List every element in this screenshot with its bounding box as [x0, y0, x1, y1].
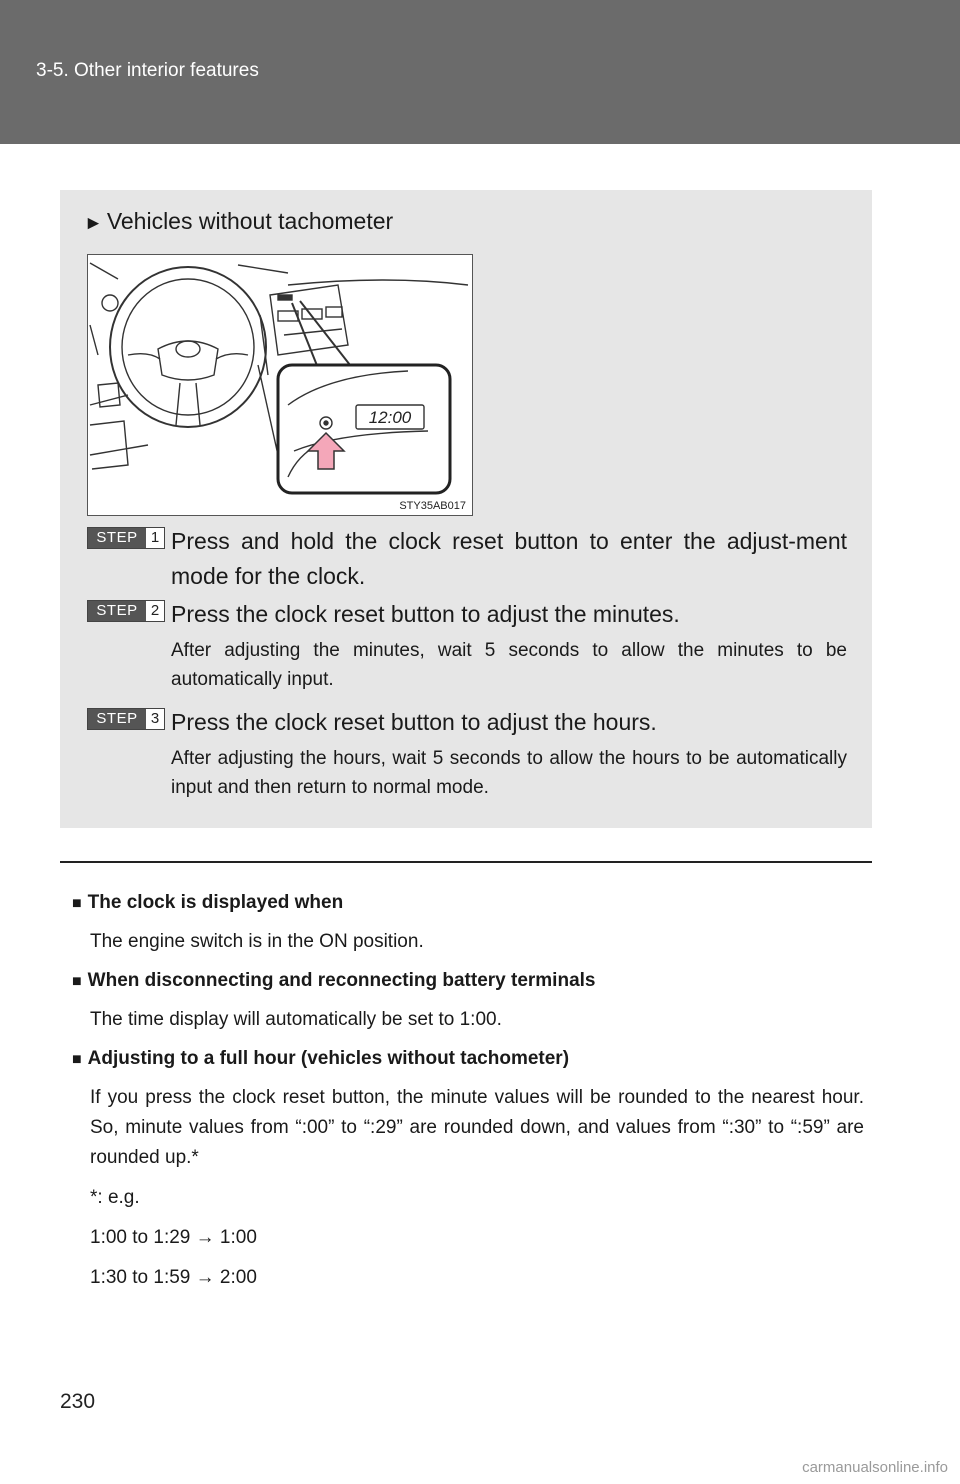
info-text: *: e.g.	[90, 1187, 140, 1208]
page-header	[0, 0, 960, 144]
info-heading: ■ The clock is displayed when	[72, 892, 344, 913]
info-text: If you press the clock reset button, the minute values will be rounded to the nearest hour. So, minute values from “:00” to “:29” are rounded down, and values from “:30” to “:59” are rounded up.*	[90, 1087, 864, 1168]
illustration-code: STY35AB017	[399, 500, 466, 512]
step-badge: STEP 1	[87, 527, 165, 549]
info-text: The engine switch is in the ON position.	[90, 931, 424, 952]
step-2	[87, 597, 847, 694]
step-text: Press the clock reset button to adjust the minutes.	[171, 601, 680, 627]
variant-heading	[84, 208, 393, 235]
step-text: Press and hold the clock reset button to enter the adjust-ment mode for the clock.	[171, 528, 847, 589]
info-full-hour	[72, 1046, 864, 1293]
info-text: The time display will automatically be set to 1:00.	[90, 1009, 502, 1030]
page-number: 230	[60, 1390, 96, 1413]
section-title: 3-5. Other interior features	[36, 60, 259, 81]
step-3	[87, 705, 847, 802]
info-heading: ■ Adjusting to a full hour (vehicles without tachometer)	[72, 1048, 570, 1069]
step-note: After adjusting the minutes, wait 5 seconds to allow the minutes to be automatically input.	[171, 640, 847, 690]
dashboard-illustration	[87, 254, 473, 516]
triangle-marker-icon: ►	[84, 213, 103, 234]
section-divider	[60, 861, 872, 863]
step-text: Press the clock reset button to adjust the hours.	[171, 709, 657, 735]
procedure-panel	[60, 190, 872, 828]
square-bullet-icon: ■	[72, 895, 82, 912]
info-heading: ■ When disconnecting and reconnecting battery terminals	[72, 970, 596, 991]
square-bullet-icon: ■	[72, 973, 82, 990]
info-clock-displayed	[72, 890, 864, 957]
square-bullet-icon: ■	[72, 1051, 82, 1068]
variant-title: Vehicles without tachometer	[106, 208, 394, 234]
step-1	[87, 524, 847, 594]
watermark: carmanualsonline.info	[802, 1459, 948, 1476]
svg-text:12:00: 12:00	[368, 408, 412, 427]
step-badge: STEP 2	[87, 600, 165, 622]
step-note: After adjusting the hours, wait 5 seconds to allow the hours to be automatically input and then return to normal mode.	[171, 748, 847, 798]
dashboard-drawing	[88, 255, 472, 515]
info-battery	[72, 968, 864, 1035]
info-text: 1:00 to 1:29 → 1:00	[90, 1227, 257, 1248]
step-badge: STEP 3	[87, 708, 165, 730]
info-text: 1:30 to 1:59 → 2:00	[90, 1267, 257, 1288]
